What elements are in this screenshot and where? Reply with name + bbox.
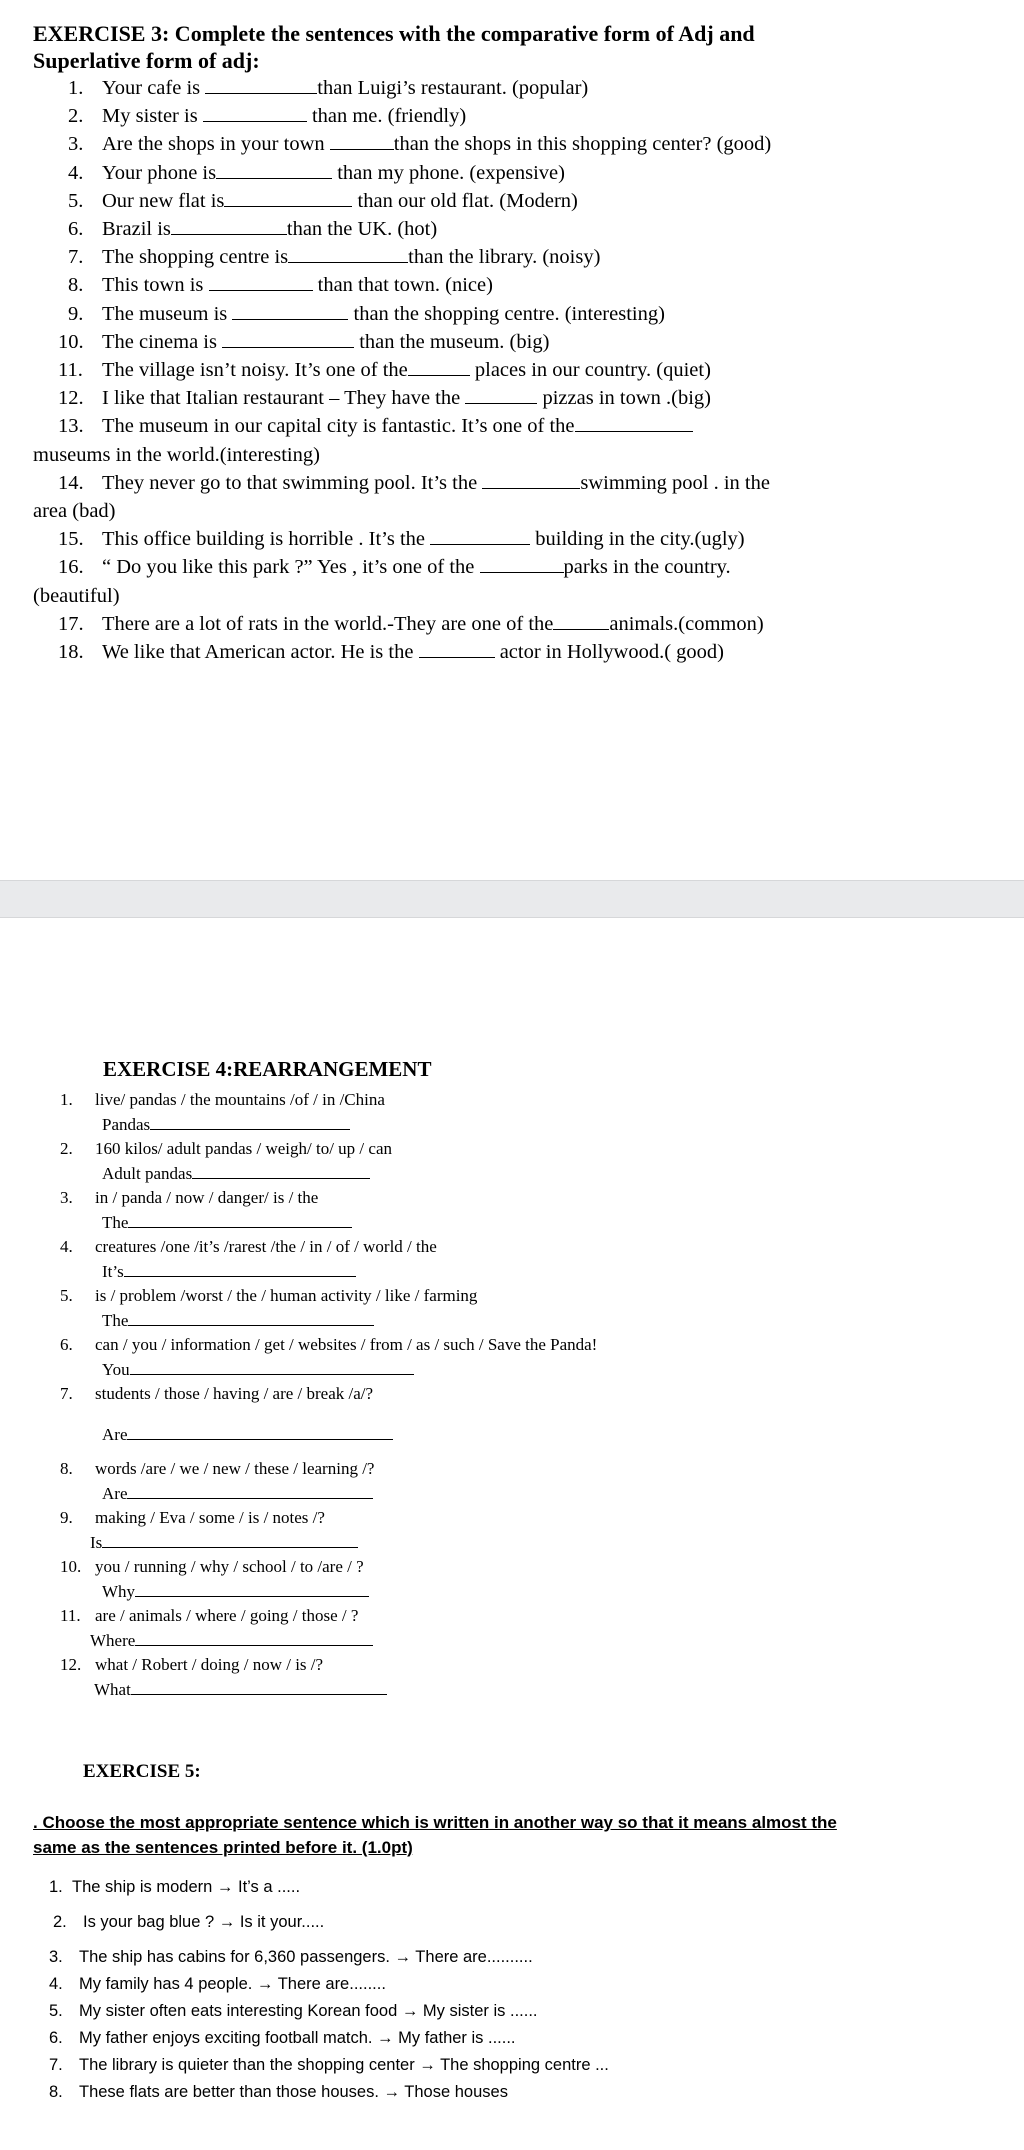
item-number: 12.	[58, 387, 84, 410]
item-number: 6.	[60, 1335, 73, 1354]
rearrange-item-5	[60, 1284, 760, 1308]
sentence-text: than the library. (noisy)	[408, 246, 601, 269]
sentence-text: actor in Hollywood.( good)	[494, 641, 725, 664]
item-number: 18.	[58, 641, 84, 664]
sentence-18	[33, 638, 1003, 666]
sentence-text: building in the city.(ugly)	[530, 528, 745, 551]
sentence-text: than my phone. (expensive)	[332, 161, 565, 184]
sentence-13	[33, 412, 1003, 440]
sentence-text: My sister is	[102, 105, 203, 128]
answer-line-8	[60, 1481, 760, 1506]
answer-blank[interactable]	[131, 1679, 387, 1695]
worksheet-page-1	[0, 0, 1024, 880]
item-number: 10.	[60, 1557, 82, 1576]
sentence-10	[33, 328, 1003, 356]
answer-blank[interactable]	[480, 553, 564, 573]
exercise-3-title: EXERCISE 3: Complete the sentences with the comparative form of Adj and	[33, 21, 755, 46]
exercise-3	[33, 20, 1003, 666]
item-number: 1.	[60, 1090, 73, 1109]
answer-start: Is	[90, 1533, 103, 1552]
answer-start: Are	[102, 1484, 128, 1503]
item-number: 2.	[60, 1139, 73, 1158]
item-number: 3.	[68, 133, 84, 156]
scrambled-words: 160 kilos/ adult pandas / weigh/ to/ up / can	[95, 1139, 392, 1158]
exercise-5-title: EXERCISE 5:	[83, 1761, 201, 1782]
sentence-1	[33, 74, 1003, 102]
sentence-text: “ Do you like this park ?” Yes , it’s one of the	[102, 556, 480, 579]
item-number: 4.	[68, 161, 84, 184]
transform-text: My father enjoys exciting football match. → My father is ......	[79, 2029, 516, 2047]
transform-text: The library is quieter than the shopping center → The shopping centre ...	[79, 2056, 609, 2074]
item-number: 1.	[68, 77, 84, 99]
item-number: 8.	[60, 1459, 73, 1478]
answer-blank[interactable]	[232, 300, 348, 320]
sentence-5	[33, 187, 1003, 215]
sentence-9	[33, 300, 1003, 328]
answer-blank[interactable]	[216, 159, 332, 179]
transform-text: These flats are better than those houses. → Those houses	[79, 2083, 508, 2101]
sentence-text: than the shops in this shopping center? (good)	[393, 133, 772, 156]
answer-blank[interactable]	[205, 74, 317, 94]
sentence-text: This office building is horrible . It’s the	[102, 528, 431, 551]
scrambled-words: can / you / information / get / websites / from / as / such / Save the Panda!	[95, 1335, 598, 1354]
rearrange-item-12	[60, 1653, 760, 1677]
answer-blank[interactable]	[465, 384, 537, 404]
rearrange-item-9	[60, 1506, 760, 1530]
item-number: 11.	[58, 359, 83, 382]
sentence-text: Your phone is	[102, 161, 217, 184]
transform-text: My family has 4 people. → There are........	[79, 1975, 386, 1993]
item-number: 6.	[49, 2029, 63, 2047]
transform-item-1	[33, 1874, 1003, 1901]
item-number: 3.	[49, 1948, 63, 1966]
answer-line-10	[60, 1579, 760, 1604]
transform-item-7	[33, 2052, 1003, 2079]
sentence-text: than the UK. (hot)	[286, 218, 438, 241]
sentence-text: Brazil is	[102, 218, 171, 241]
sentence-4	[33, 159, 1003, 187]
answer-blank[interactable]	[128, 1310, 374, 1326]
sentence-13-continuation: museums in the world.(interesting)	[33, 443, 320, 466]
rearrange-item-6	[60, 1333, 760, 1357]
item-number: 9.	[68, 302, 84, 325]
answer-blank[interactable]	[482, 469, 580, 489]
answer-line-3	[60, 1210, 760, 1235]
exercise-4	[60, 1056, 760, 1702]
sentence-7	[33, 243, 1003, 271]
sentence-text: This town is	[102, 274, 209, 297]
sentence-2	[33, 102, 1003, 130]
item-number: 12.	[60, 1655, 82, 1674]
answer-start: Adult pandas	[102, 1164, 193, 1183]
answer-blank[interactable]	[130, 1359, 414, 1375]
exercise-4-title: EXERCISE 4:REARRANGEMENT	[103, 1057, 432, 1081]
item-number: 17.	[58, 612, 84, 635]
scrambled-words: in / panda / now / danger/ is / the	[95, 1188, 319, 1207]
answer-start: Why	[102, 1582, 136, 1601]
transform-item-8	[33, 2079, 1003, 2106]
answer-start: The	[102, 1213, 129, 1232]
answer-blank[interactable]	[430, 525, 530, 545]
sentence-text: There are a lot of rats in the world.-They are one of the	[102, 612, 554, 635]
sentence-text: I like that Italian restaurant – They have the	[102, 387, 466, 410]
exercise-5-instruction: . Choose the most appropriate sentence which is written in another way so that it means almost the	[33, 1813, 837, 1832]
scrambled-words: creatures /one /it’s /rarest /the / in / of / world / the	[95, 1237, 437, 1256]
answer-line-7	[60, 1422, 760, 1447]
scrambled-words: what / Robert / doing / now / is /?	[95, 1655, 324, 1674]
transform-text: The ship is modern → It’s a .....	[72, 1878, 301, 1896]
answer-start: You	[102, 1360, 130, 1379]
sentence-text: pizzas in town .(big)	[537, 387, 711, 410]
item-number: 8.	[49, 2083, 63, 2101]
rearrange-item-10	[60, 1555, 760, 1579]
sentence-16	[33, 553, 1003, 581]
answer-blank[interactable]	[171, 215, 287, 235]
item-number: 4.	[49, 1975, 63, 1993]
sentence-text: than our old flat. (Modern)	[352, 189, 578, 212]
sentence-text: than that town. (nice)	[312, 274, 493, 297]
sentence-text: than the museum. (big)	[354, 330, 550, 353]
answer-start: The	[102, 1311, 129, 1330]
transform-text: My sister often eats interesting Korean food → My sister is ......	[79, 2002, 538, 2020]
sentence-15	[33, 525, 1003, 553]
scrambled-words: live/ pandas / the mountains /of / in /China	[95, 1090, 385, 1109]
transform-item-5	[33, 1998, 1003, 2025]
item-number: 7.	[60, 1384, 73, 1403]
scrambled-words: students / those / having / are / break /a/?	[95, 1384, 374, 1403]
answer-line-2	[60, 1161, 760, 1186]
sentence-text: The museum is	[102, 302, 233, 325]
sentence-text: Our new flat is	[102, 189, 225, 212]
answer-blank[interactable]	[192, 1163, 370, 1179]
answer-blank[interactable]	[553, 610, 609, 630]
item-number: 11.	[60, 1606, 81, 1625]
answer-line-1	[60, 1112, 760, 1137]
answer-start: Where	[90, 1631, 136, 1650]
scrambled-words: is / problem /worst / the / human activity / like / farming	[95, 1286, 478, 1305]
worksheet-page-2	[0, 918, 1024, 2150]
item-number: 5.	[60, 1286, 73, 1305]
item-number: 7.	[49, 2056, 63, 2074]
sentence-14	[33, 469, 1003, 497]
sentence-text: animals.(common)	[609, 612, 764, 635]
answer-start: Pandas	[102, 1115, 151, 1134]
transform-text: Is your bag blue ? → Is it your.....	[83, 1913, 325, 1931]
answer-blank[interactable]	[102, 1532, 358, 1548]
answer-blank[interactable]	[222, 328, 354, 348]
answer-blank[interactable]	[408, 356, 470, 376]
sentence-16-continuation: (beautiful)	[33, 584, 120, 607]
sentence-6	[33, 215, 1003, 243]
rearrange-item-7	[60, 1382, 760, 1406]
answer-line-9	[60, 1530, 760, 1555]
item-number: 2.	[53, 1913, 67, 1931]
exercise-5-instruction-cont: same as the sentences printed before it. (1.0pt)	[33, 1838, 413, 1857]
item-number: 16.	[58, 556, 84, 579]
answer-start: It’s	[102, 1262, 124, 1281]
answer-line-4	[60, 1259, 760, 1284]
exercise-5	[33, 1760, 1003, 2106]
transform-item-2	[33, 1909, 1003, 1936]
sentence-text: than Luigi’s restaurant. (popular)	[317, 77, 589, 99]
scrambled-words: words /are / we / new / these / learning /?	[95, 1459, 375, 1478]
answer-line-5	[60, 1308, 760, 1333]
item-number: 15.	[58, 528, 84, 551]
transform-item-6	[33, 2025, 1003, 2052]
item-number: 13.	[58, 415, 84, 438]
answer-blank[interactable]	[150, 1114, 350, 1130]
sentence-text: The shopping centre is	[102, 246, 289, 269]
answer-blank[interactable]	[330, 130, 394, 150]
rearrange-item-2	[60, 1137, 760, 1161]
sentence-14-continuation: area (bad)	[33, 500, 116, 523]
answer-blank[interactable]	[224, 187, 352, 207]
sentence-text: The village isn’t noisy. It’s one of the	[102, 359, 408, 382]
answer-line-12	[60, 1677, 760, 1702]
sentence-text: Are the shops in your town	[102, 133, 330, 156]
sentence-text: parks in the country.	[563, 556, 731, 579]
rearrange-item-1	[60, 1088, 760, 1112]
item-number: 5.	[49, 2002, 63, 2020]
item-number: 10.	[58, 330, 84, 353]
answer-blank[interactable]	[575, 412, 693, 432]
transform-item-3	[33, 1944, 1003, 1971]
sentence-12	[33, 384, 1003, 412]
sentence-text: than the shopping centre. (interesting)	[348, 302, 665, 325]
answer-blank[interactable]	[135, 1630, 373, 1646]
answer-blank[interactable]	[288, 243, 408, 263]
answer-blank[interactable]	[128, 1212, 352, 1228]
answer-blank[interactable]	[209, 271, 313, 291]
sentence-3	[33, 130, 1003, 158]
sentence-text: The museum in our capital city is fantastic. It’s one of the	[102, 415, 575, 438]
answer-blank[interactable]	[124, 1261, 356, 1277]
item-number: 1.	[49, 1878, 63, 1896]
answer-blank[interactable]	[135, 1581, 369, 1597]
sentence-text: swimming pool . in the	[580, 471, 770, 494]
item-number: 2.	[68, 105, 84, 128]
scrambled-words: are / animals / where / going / those / ?	[95, 1606, 359, 1625]
sentence-text: We like that American actor. He is the	[102, 641, 419, 664]
item-number: 3.	[60, 1188, 73, 1207]
answer-start: Are	[102, 1425, 128, 1444]
exercise-3-subtitle: Superlative form of adj:	[33, 48, 260, 73]
rearrange-item-11	[60, 1604, 760, 1628]
item-number: 5.	[68, 189, 84, 212]
sentence-text: than me. (friendly)	[306, 105, 467, 128]
item-number: 9.	[60, 1508, 73, 1527]
sentence-17	[33, 610, 1003, 638]
transform-text: The ship has cabins for 6,360 passengers. → There are..........	[79, 1948, 533, 1966]
rearrange-item-3	[60, 1186, 760, 1210]
answer-line-6	[60, 1357, 760, 1382]
sentence-11	[33, 356, 1003, 384]
item-number: 4.	[60, 1237, 73, 1256]
scrambled-words: you / running / why / school / to /are / ?	[95, 1557, 364, 1576]
item-number: 6.	[68, 218, 84, 241]
sentence-text: They never go to that swimming pool. It’s the	[102, 471, 483, 494]
sentence-text: The cinema is	[102, 330, 223, 353]
answer-blank[interactable]	[419, 638, 495, 658]
transform-item-4	[33, 1971, 1003, 1998]
page-separator	[0, 880, 1024, 918]
item-number: 8.	[68, 274, 84, 297]
rearrange-item-8	[60, 1457, 760, 1481]
item-number: 14.	[58, 471, 84, 494]
answer-start: What	[94, 1680, 131, 1699]
rearrange-item-4	[60, 1235, 760, 1259]
answer-blank[interactable]	[203, 102, 307, 122]
answer-blank[interactable]	[127, 1424, 393, 1440]
item-number: 7.	[68, 246, 84, 269]
sentence-text: Your cafe is	[102, 77, 206, 99]
answer-blank[interactable]	[127, 1483, 373, 1499]
scrambled-words: making / Eva / some / is / notes /?	[95, 1508, 325, 1527]
sentence-text: places in our country. (quiet)	[469, 359, 711, 382]
answer-line-11	[60, 1628, 760, 1653]
sentence-8	[33, 271, 1003, 299]
